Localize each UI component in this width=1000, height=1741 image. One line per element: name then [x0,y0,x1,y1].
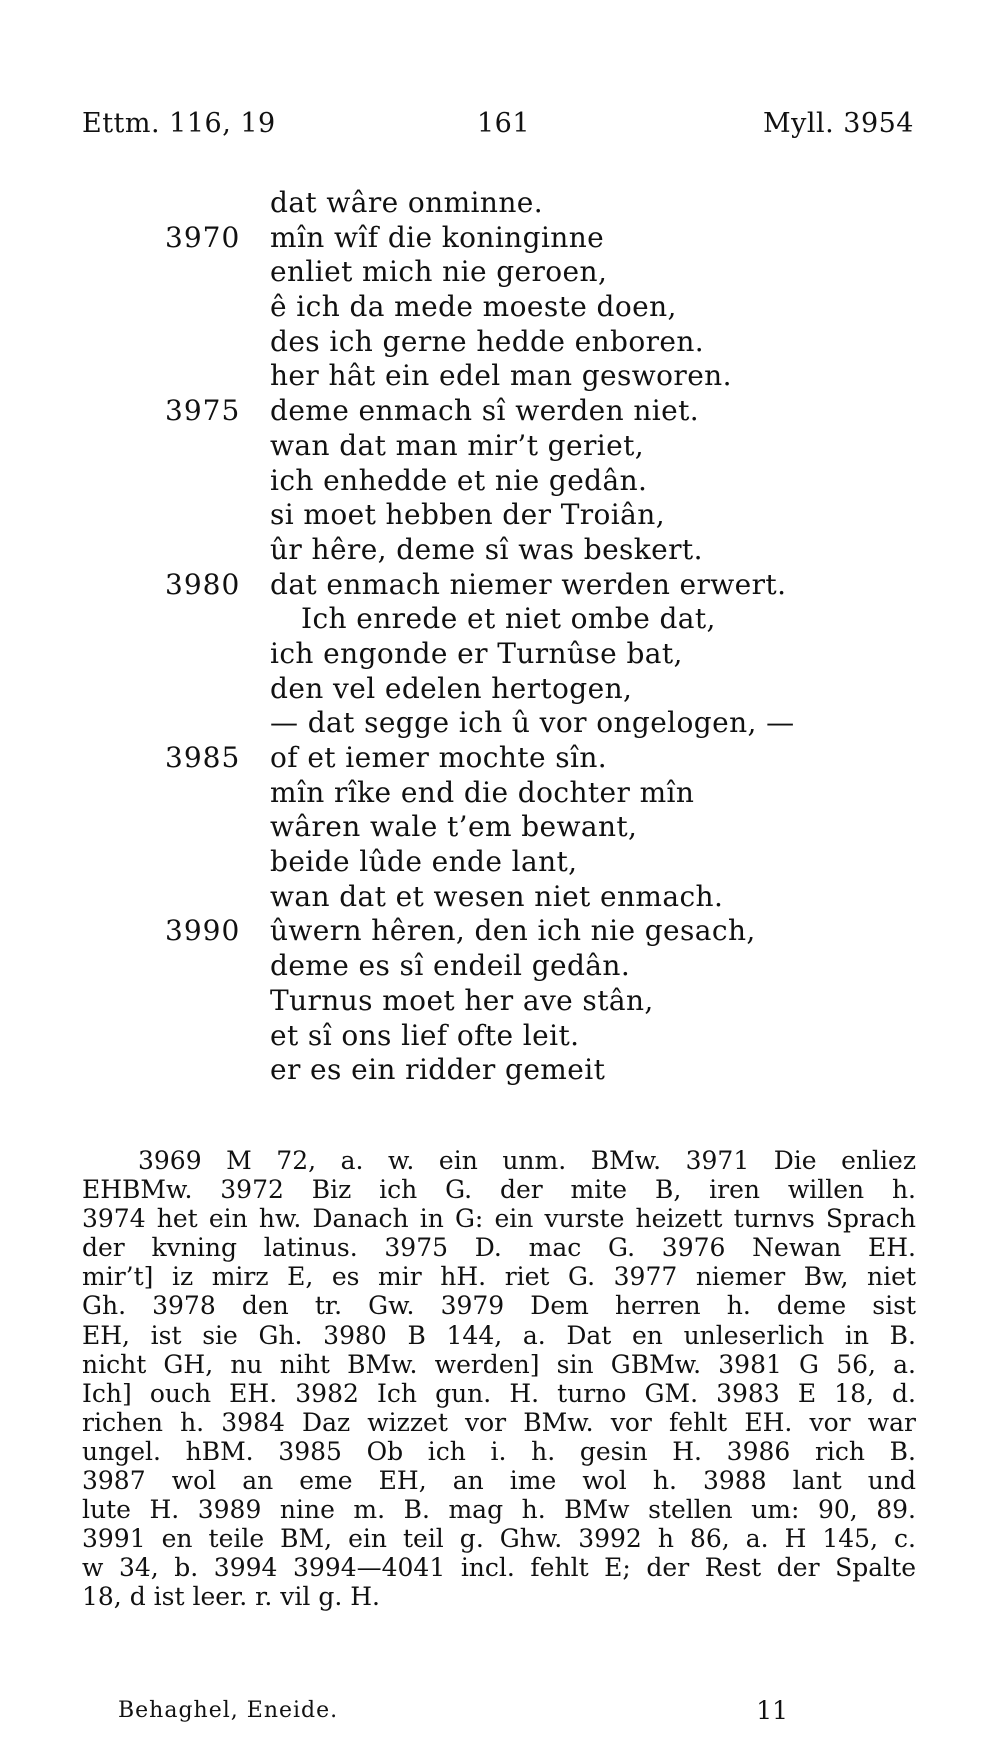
apparatus-line: der kvning latinus. 3975 D. mac G. 3976 Newan EH. [82,1233,916,1263]
verse-text: wâren wale t’em bewant, [270,810,638,844]
verse-text: er es ein ridder gemeit [270,1053,606,1087]
verse-line [0,533,1000,568]
verse-line [0,186,1000,221]
verse-line [0,637,1000,672]
verse-line [0,221,1000,256]
apparatus-line: ungel. hBM. 3985 Ob ich i. h. gesin H. 3986 rich B. [82,1436,916,1466]
apparatus-line: 18, d ist leer. r. vil g. H. [82,1582,380,1612]
verse-text: enliet mich nie geroen, [270,255,608,289]
sheet-number: 11 [756,1696,788,1725]
verse-text: dat enmach niemer werden erwert. [270,567,787,601]
verse-text: wan dat et wesen niet enmach. [270,879,724,913]
verse-text: mîn wîf die koninginne [270,220,605,254]
verse-line [0,568,1000,603]
verse-line [0,1019,1000,1054]
verse-line [0,255,1000,290]
line-number: 3985 [165,741,241,774]
line-number: 3970 [165,220,241,254]
page-number: 161 [477,108,531,139]
verse-line [0,290,1000,325]
verse-text: mîn rîke end die dochter mîn [270,775,695,809]
apparatus-line: EHBMw. 3972 Biz ich G. der mite B, iren willen h. [82,1175,916,1205]
verse-line [0,394,1000,429]
apparatus-line: 3974 het ein hw. Danach in G: ein vurste heizett turnvs Sprach [82,1204,916,1234]
verse-line [0,845,1000,880]
header-left-reference: Ettm. 116, 19 [82,108,276,139]
verse-text: ich engonde er Turnûse bat, [270,636,683,670]
verse-line [0,602,1000,637]
apparatus-line: nicht GH, nu niht BMw. werden] sin GBMw. 3981 G 56, a. [82,1349,916,1379]
verse-line [0,464,1000,499]
book-signature: Behaghel, Eneide. [118,1698,339,1723]
verse-text: ê ich da mede moeste doen, [270,290,677,324]
verse-line [0,984,1000,1019]
verse-text: Ich enrede et niet ombe dat, [301,602,716,636]
verse-text: of et iemer mochte sîn. [270,741,608,774]
verse-line [0,325,1000,360]
apparatus-line: Ich] ouch EH. 3982 Ich gun. H. turno GM. 3983 E 18, d. [82,1378,916,1408]
verse-line [0,810,1000,845]
verse-text: ûwern hêren, den ich nie gesach, [270,914,756,948]
verse-line [0,880,1000,915]
apparatus-line: mir’t] iz mirz E, es mir hH. riet G. 3977 niemer Bw, niet [82,1262,916,1292]
verse-line [0,776,1000,811]
line-number: 3980 [165,567,241,601]
verse-text: ich enhedde et nie gedân. [270,463,648,497]
verse-line [0,359,1000,394]
verse-line [0,498,1000,533]
verse-text: wan dat man mir’t geriet, [270,428,645,462]
verse-text: beide lûde ende lant, [270,845,578,879]
apparatus-line: w 34, b. 3994 3994—4041 incl. fehlt E; der Rest der Spalte [82,1553,916,1583]
verse-text: ûr hêre, deme sî was beskert. [270,532,703,566]
verse-text: dat wâre onminne. [270,186,544,219]
verse-line [0,741,1000,776]
apparatus-line: 3987 wol an eme EH, an ime wol h. 3988 lant und [82,1466,916,1496]
verse-text: her hât ein edel man gesworen. [270,359,732,393]
verse-line [0,1053,1000,1088]
critical-apparatus [82,1146,916,1612]
verse-text: des ich gerne hedde enboren. [270,324,705,358]
page-footer [118,1696,788,1726]
verse-text: si moet hebben der Troiân, [270,498,665,532]
verse-text: et sî ons lief ofte leit. [270,1018,580,1052]
line-number: 3990 [165,914,241,948]
verse-line [0,914,1000,949]
verse-text: — dat segge ich û vor ongelogen, — [270,706,795,740]
running-header [82,108,914,144]
apparatus-line: lute H. 3989 nine m. B. mag h. BMw stellen um: 90, 89. [82,1495,916,1525]
verse-line [0,429,1000,464]
line-number: 3975 [165,394,241,428]
verse-text: den vel edelen hertogen, [270,671,633,705]
verse-text: deme enmach sî werden niet. [270,394,700,428]
verse-text: deme es sî endeil gedân. [270,949,631,983]
verse-line [0,706,1000,741]
verse-line [0,672,1000,707]
apparatus-line: richen h. 3984 Daz wizzet vor BMw. vor fehlt EH. vor war [82,1407,916,1437]
verse-line [0,949,1000,984]
verse-block [0,186,1000,1088]
apparatus-line: 3991 en teile BM, ein teil g. Ghw. 3992 h 86, a. H 145, c. [82,1524,916,1554]
verse-text: Turnus moet her ave stân, [270,983,654,1017]
header-right-reference: Myll. 3954 [762,108,914,139]
apparatus-line: EH, ist sie Gh. 3980 B 144, a. Dat en unleserlich in B. [82,1320,916,1350]
apparatus-line: 3969 M 72, a. w. ein unm. BMw. 3971 Die enliez [138,1146,916,1175]
apparatus-line: Gh. 3978 den tr. Gw. 3979 Dem herren h. deme sist [82,1291,916,1321]
